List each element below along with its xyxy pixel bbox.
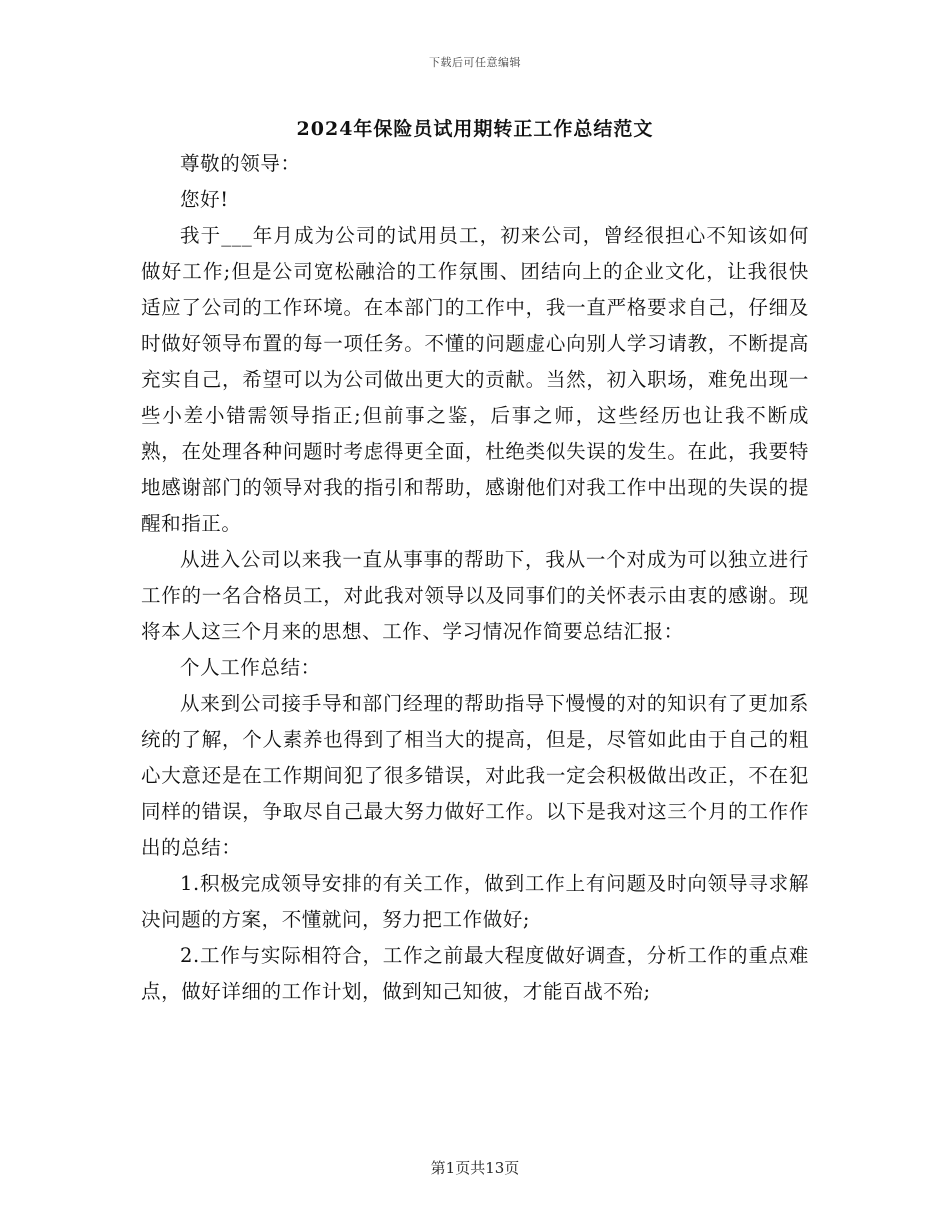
list-item: 2.工作与实际相符合，工作之前最大程度做好调查，分析工作的重点难点，做好详细的工作计划，做到知己知彼，才能百战不殆; — [141, 944, 809, 1003]
page-number: 第1页共13页 — [430, 1159, 520, 1177]
greeting: 您好! — [180, 188, 229, 211]
salutation: 尊敬的领导： — [180, 152, 301, 175]
section-heading: 个人工作总结： — [180, 656, 321, 679]
paragraph: 我于___年月成为公司的试用员工，初来公司，曾经很担心不知该如何做好工作;但是公司宽松融洽的工作氛围、团结向上的企业文化，让我很快适应了公司的工作环境。在本部门的工作中，我一直严格要求自己，仔细及时做好领导布置的每一项任务。不懂的问题虚心向别人学习请教，不断提高充实自己，希望可以为公司做出更大的贡献。当然，初入职场，难免出现一些小差小错需领导指正;但前事之鉴，后事之师，这些经历也让我不断成熟，在处理各种问题时考虑得更全面，杜绝类似失误的发生。在此，我要特地感谢部门的领导对我的指引和帮助，感谢他们对我工作中出现的失误的提醒和指正。 — [141, 224, 809, 535]
document-body — [141, 146, 809, 1010]
page-header-note: 下载后可任意编辑 — [429, 56, 521, 69]
list-item: 1.积极完成领导安排的有关工作，做到工作上有问题及时向领导寻求解决问题的方案，不懂就问，努力把工作做好; — [141, 872, 809, 931]
paragraph: 从进入公司以来我一直从事事的帮助下，我从一个对成为可以独立进行工作的一名合格员工，对此我对领导以及同事们的关怀表示由衷的感谢。现将本人这三个月来的思想、工作、学习情况作简要总结汇报： — [141, 548, 809, 643]
document-title: 2024年保险员试用期转正工作总结范文 — [296, 118, 654, 140]
paragraph: 从来到公司接手导和部门经理的帮助指导下慢慢的对的知识有了更加系统的了解，个人素养也得到了相当大的提高，但是，尽管如此由于自己的粗心大意还是在工作期间犯了很多错误，对此我一定会积极做出改正，不在犯同样的错误，争取尽自己最大努力做好工作。以下是我对这三个月的工作作出的总结： — [141, 692, 809, 859]
